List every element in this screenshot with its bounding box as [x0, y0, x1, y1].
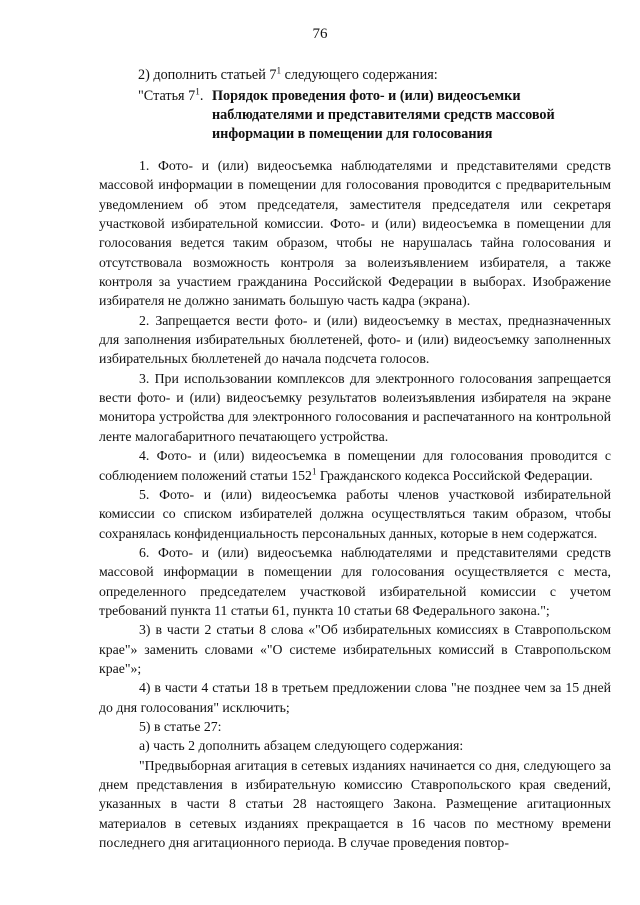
- article-label: [138, 87, 203, 106]
- paragraph: 3. При использовании комплексов для электронного голосования запрещается вести фото- и (или) видеосъемку результатов волеизъявления избирателя на экране монитора устройства для электронного голосования и распечатанного на контрольной ленте малогабаритного печатающего устройства.: [99, 370, 611, 444]
- paragraph: 6. Фото- и (или) видеосъемка наблюдателями и представителями средств массовой информации в помещении для голосования осуществляется с места, определенного председателем участковой избирательной комиссии с учетом требований пункта 11 статьи 61, пункта 10 статьи 68 Федерального закона.";: [99, 544, 611, 618]
- article-label-dot: .: [199, 88, 204, 104]
- paragraph: 2. Запрещается вести фото- и (или) видеосъемку в местах, предназначенных для заполнения избирательных бюллетеней, фото- и (или) видеосъемку заполненных избирательных бюллетеней до начала подсчета голосов.: [99, 312, 611, 367]
- paragraph: "Предвыборная агитация в сетевых изданиях начинается со дня, следующего за днем представления в избирательную комиссию Ставропольского края сведений, указанных в части 8 статьи 28 настоящего Закона. Размещение агитационных материалов в сетевых изданиях прекращается в 16 часов по местному времени последнего дня агитационного периода. В случае проведения повтор-: [99, 757, 611, 851]
- amendment-intro-text: 2) дополнить статьей 7: [138, 67, 277, 83]
- paragraph: а) часть 2 дополнить абзацем следующего содержания:: [139, 738, 464, 754]
- article-title: [212, 87, 612, 144]
- paragraph-text: 4. Фото- и (или) видеосъемка в помещении для голосования проводится с соблюдением положений статьи 152: [99, 448, 611, 483]
- amendment-intro: [138, 66, 438, 85]
- article-title-line: информации в помещении для голосования: [212, 126, 493, 142]
- paragraph-text-end: Гражданского кодекса Российской Федерации.: [316, 467, 593, 483]
- paragraph: 3) в части 2 статьи 8 слова «"Об избирательных комиссиях в Ставропольском крае"» заменить словами «"О системе избирательных комиссий в Ставропольском крае"»;: [99, 622, 611, 676]
- paragraph: [99, 446, 611, 485]
- amendment-intro-text-end: следующего содержания:: [281, 67, 438, 83]
- document-body: [99, 156, 611, 852]
- article-label-text: "Статья 7: [138, 88, 196, 104]
- paragraph: 1. Фото- и (или) видеосъемка наблюдателями и представителями средств массовой информации в помещении для голосования проводится с предварительным уведомлением об этом председателя, заместителя председателя или секретаря участковой избирательной комиссии. Фото- и (или) видеосъемка в помещении для голосования ведется таким образом, чтобы не нарушалась тайна голосования и отсутствовала возможность контроля за волеизъявлением избирателя, а также контроля за участием гражданина Российской Федерации в выборах. Изображение избирателя не должно занимать большую часть кадра (экрана).: [99, 158, 611, 309]
- article-title-line: наблюдателями и представителями средств массовой: [212, 107, 555, 123]
- superscript: 1: [195, 86, 200, 97]
- paragraph: 5. Фото- и (или) видеосъемка работы членов участковой избирательной комиссии со списком избирателей должна осуществляться таким образом, чтобы сохранялась конфиденциальность персональных данных, которые в нем содержатся.: [99, 486, 611, 541]
- page-number: 76: [312, 26, 328, 42]
- paragraph: 4) в части 4 статьи 18 в третьем предложении слова "не позднее чем за 15 дней до дня голосования" исключить;: [99, 680, 611, 715]
- article-title-line: Порядок проведения фото- и (или) видеосъемки: [212, 88, 521, 104]
- paragraph: 5) в статье 27:: [139, 718, 222, 734]
- superscript: 1: [276, 65, 282, 76]
- superscript: 1: [311, 465, 317, 476]
